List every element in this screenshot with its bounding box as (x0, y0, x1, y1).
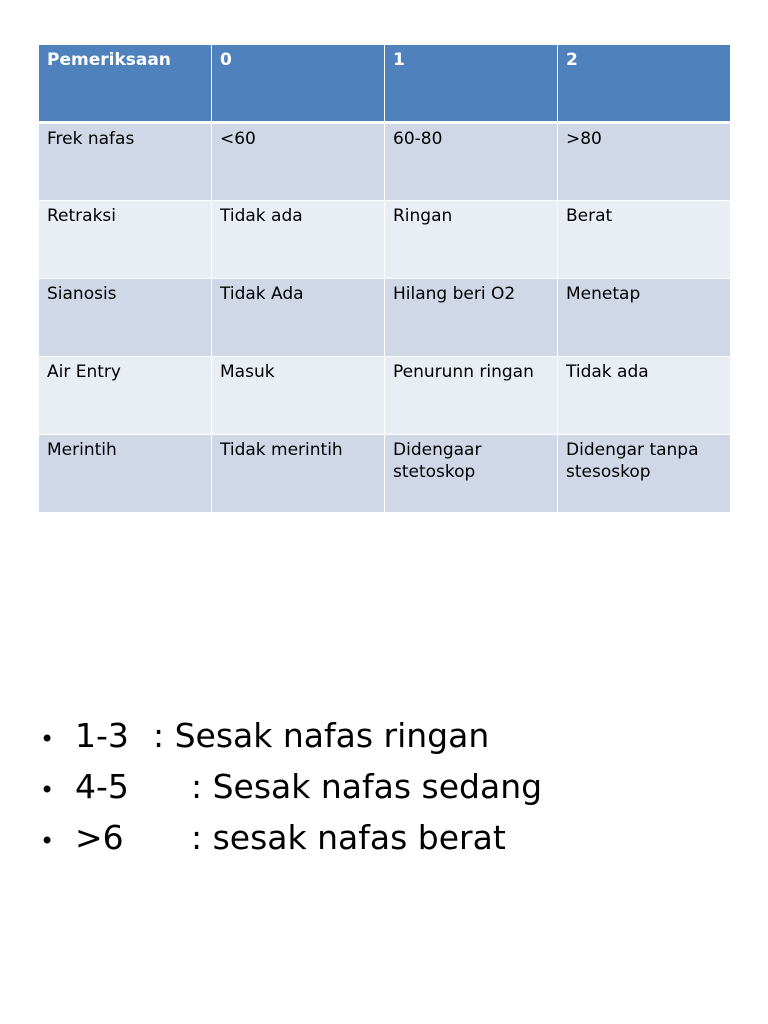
score-range: 4-5 (75, 767, 129, 806)
header-score-0: 0 (212, 45, 385, 123)
header-pemeriksaan: Pemeriksaan (39, 45, 212, 123)
list-item (40, 763, 542, 814)
table-row (39, 279, 731, 357)
table-cell: 60-80 (385, 123, 558, 201)
score-range: 1-3 (75, 716, 129, 755)
table-row (39, 435, 731, 513)
bullet-icon: • (40, 776, 55, 804)
table-cell: Tidak merintih (212, 435, 385, 513)
table-cell: Tidak ada (212, 201, 385, 279)
table-cell: Masuk (212, 357, 385, 435)
list-item (40, 814, 542, 865)
bullet-icon: • (40, 725, 55, 753)
table-cell: Penurunn ringan (385, 357, 558, 435)
table-cell: >80 (558, 123, 731, 201)
table-row (39, 357, 731, 435)
table-cell: Merintih (39, 435, 212, 513)
table-cell: Frek nafas (39, 123, 212, 201)
table-cell: Tidak ada (558, 357, 731, 435)
table-cell: Didengaar stetoskop (385, 435, 558, 513)
severity-label: : sesak nafas berat (191, 818, 506, 857)
table-cell: Tidak Ada (212, 279, 385, 357)
table-cell: Sianosis (39, 279, 212, 357)
header-score-1: 1 (385, 45, 558, 123)
table-cell: Hilang beri O2 (385, 279, 558, 357)
table-row (39, 123, 731, 201)
severity-label: : Sesak nafas sedang (191, 767, 543, 806)
table-cell: Retraksi (39, 201, 212, 279)
table-cell: Menetap (558, 279, 731, 357)
score-legend-list (40, 712, 542, 865)
table-cell: Ringan (385, 201, 558, 279)
table-cell: Air Entry (39, 357, 212, 435)
table-row (39, 201, 731, 279)
list-item (40, 712, 542, 763)
table-header-row (39, 45, 731, 123)
score-range: >6 (75, 818, 124, 857)
header-score-2: 2 (558, 45, 731, 123)
table-cell: Berat (558, 201, 731, 279)
table-cell: <60 (212, 123, 385, 201)
scoring-table (38, 44, 731, 513)
bullet-icon: • (40, 827, 55, 855)
severity-label: : Sesak nafas ringan (153, 716, 490, 755)
table-cell: Didengar tanpa stesoskop (558, 435, 731, 513)
